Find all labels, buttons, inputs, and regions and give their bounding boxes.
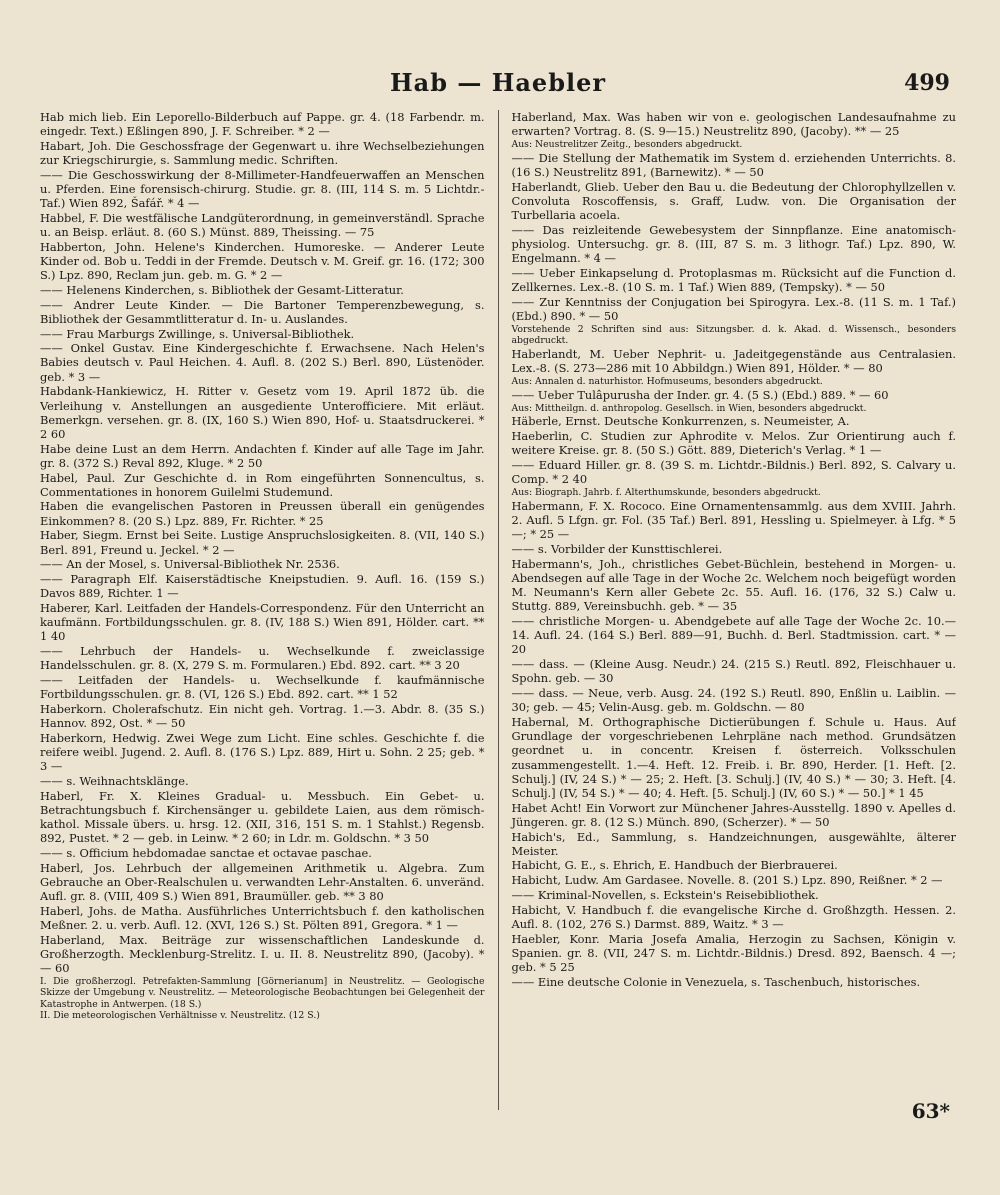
- bibliography-entry: Habel, Paul. Zur Geschichte d. in Rom eingeführten Sonnencultus, s. Commentationes in honorem Guilelmi Studemund.: [40, 470, 485, 499]
- bibliography-entry: —— Onkel Gustav. Eine Kindergeschichte f. Erwachsene. Nach Helen's Babies deutsch v. Paul Heichen. 4. Aufl. 8. (202 S.) Berl. 890, Lüstenöder. geb. * 3 —: [40, 341, 485, 384]
- entry-note: Aus: Neustrelitzer Zeitg., besonders abgedruckt.: [511, 138, 743, 150]
- bibliography-entry: Haberl, Jos. Lehrbuch der allgemeinen Arithmetik u. Algebra. Zum Gebrauche an Ober-Realschulen u. verwandten Lehr-Anstalten. 6. unveränd. Aufl. gr. 8. (VIII, 409 S.) Wien 891, Braumüller. geb. ** 3 80: [40, 860, 485, 903]
- bibliography-entry: Habbel, F. Die westfälische Landgüterordnung, in gemeinverständl. Sprache u. an Beisp. erläut. 8. (60 S.) Münst. 889, Theissing. — 75: [40, 210, 485, 240]
- entry-note: I. Die großherzogl. Petrefakten-Sammlung [Görnerianum] in Neustrelitz. — Geologische Skizze der Umgebung v. Neustrelitz. — Meteorologische Beobachtungen bei Gelegenheit der Katastrophe in Antwerpen. (18 S.): [40, 975, 485, 1010]
- bibliography-entry: Haberkorn, Hedwig. Zwei Wege zum Licht. Eine schles. Geschichte f. die reifere weibl. Jugend. 2. Aufl. 8. (176 S.) Lpz. 889, Hirt u. Sohn. 2 25; geb. * 3 —: [40, 730, 485, 774]
- running-head: Hab — Haebler: [389, 68, 607, 97]
- bibliography-entry: —— An der Mosel, s. Universal-Bibliothek Nr. 2536.: [40, 557, 340, 572]
- bibliography-entry: Habermann's, Joh., christliches Gebet-Büchlein, bestehend in Morgen- u. Abendsegen auf alle Tage in der Woche 2c. Welchem noch beigefügt worden M. Neumann's Kern aller Gebete 2c. 55. Aufl. 16. (176, 32 S.) Calw u. Stuttg. 889, Vereinsbuchh. geb. * — 35: [511, 556, 956, 614]
- bibliography-entry: —— Lehrbuch der Handels- u. Wechselkunde f. zweiclassige Handelsschulen. gr. 8. (X, 279 S. m. Formularen.) Ebd. 892. cart. ** 3 20: [40, 644, 485, 673]
- bibliography-entry: Habicht, Ludw. Am Gardasee. Novelle. 8. (201 S.) Lpz. 890, Reißner. * 2 —: [511, 873, 943, 888]
- bibliography-entry: —— Das reizleitende Gewebesystem der Sinnpflanze. Eine anatomisch-physiolog. Untersuchg. gr. 8. (III, 87 S. m. 3 lithogr. Taf.) Lpz. 890, W. Engelmann. * 4 —: [511, 222, 956, 266]
- bibliography-entry: Haberlandt, Glieb. Ueber den Bau u. die Bedeutung der Chlorophyllzellen v. Convoluta Roscoffensis, s. Graff, Ludw. von. Die Organisation der Turbellaria acoela.: [511, 179, 956, 223]
- bibliography-entry: Haebler, Konr. Maria Josefa Amalia, Herzogin zu Sachsen, Königin v. Spanien. gr. 8. (VII, 247 S. m. Lichtdr.-Bildnis.) Dresd. 892, Baensch. 4 —; geb. * 5 25: [511, 931, 956, 974]
- bibliography-entry: —— Ueber Tulâpurusha der Inder. gr. 4. (5 S.) (Ebd.) 889. * — 60: [511, 387, 889, 402]
- two-column-body: [40, 110, 956, 1110]
- bibliography-entry: Haberer, Karl. Leitfaden der Handels-Correspondenz. Für den Unterricht an kaufmänn. Fortbildungsschulen. gr. 8. (IV, 188 S.) Wien 891, Hölder. cart. ** 1 40: [40, 600, 485, 644]
- bibliography-entry: —— Eduard Hiller. gr. 8. (39 S. m. Lichtdr.-Bildnis.) Berl. 892, S. Calvary u. Comp. * 2 40: [511, 458, 956, 487]
- bibliography-entry: Haberland, Max. Was haben wir von e. geologischen Landesaufnahme zu erwarten? Vortrag. 8. (S. 9—15.) Neustrelitz 890, (Jacoby). ** — 25: [511, 110, 956, 139]
- bibliography-entry: Habernal, M. Orthographische Dictierübungen f. Schule u. Haus. Auf Grundlage der vorgeschriebenen Lehrpläne nach method. Grundsätzen geordnet u. in concentr. Kreisen f. österreich. Volksschulen zusammengestellt. 1.—4. Heft. 12. Freib. i. Br. 890, Herder. [1. Heft. [2. Schulj.] (IV, 24 S.) * — 25; 2. Heft. [3. Schulj.] (IV, 40 S.) * — 30; 3. Heft. [4. Schulj.] (IV, 54 S.) * — 40; 4. Heft. [5. Schulj.] (IV, 60 S.) * — 50.] * 1 45: [511, 714, 956, 800]
- bibliography-entry: Habich's, Ed., Sammlung, s. Handzeichnungen, ausgewählte, älterer Meister.: [511, 829, 956, 858]
- bibliography-entry: Haeberlin, C. Studien zur Aphrodite v. Melos. Zur Orientirung auch f. weitere Kreise. gr. 8. (50 S.) Gött. 889, Dieterich's Verlag. * 1 —: [511, 429, 956, 458]
- bibliography-entry: —— Zur Kenntniss der Conjugation bei Spirogyra. Lex.-8. (11 S. m. 1 Taf.) (Ebd.) 890. * — 50: [511, 294, 956, 324]
- bibliography-entry: Haberlandt, M. Ueber Nephrit- u. Jadeitgegenstände aus Centralasien. Lex.-8. (S. 273—286 mit 10 Abbildgn.) Wien 891, Hölder. * — 80: [511, 347, 956, 376]
- bibliography-entry: Habdank-Hankiewicz, H. Ritter v. Gesetz vom 19. April 1872 üb. die Verleihung v. Anstellungen an ausgediente Unterofficiere. Mit erläut. Bemerkgn. versehen. gr. 8. (IX, 160 S.) Wien 890, Hof- u. Staatsdruckerei. * 2 60: [40, 384, 485, 441]
- bibliography-entry: —— dass. — Neue, verb. Ausg. 24. (192 S.) Reutl. 890, Enßlin u. Laiblin. — 30; geb. — 45; Velin-Ausg. geb. m. Goldschn. — 80: [511, 686, 956, 715]
- bibliography-entry: —— s. Vorbilder der Kunsttischlerei.: [511, 542, 723, 557]
- bibliography-entry: Haber, Siegm. Ernst bei Seite. Lustige Anspruchslosigkeiten. 8. (VII, 140 S.) Berl. 891, Freund u. Jeckel. * 2 —: [40, 528, 485, 557]
- entry-note: II. Die meteorologischen Verhältnisse v. Neustrelitz. (12 S.): [40, 1010, 320, 1022]
- bibliography-entry: —— Frau Marburgs Zwillinge, s. Universal-Bibliothek.: [40, 326, 355, 341]
- page-number: 499: [904, 70, 950, 96]
- bibliography-entry: Hab mich lieb. Ein Leporello-Bilderbuch auf Pappe. gr. 4. (18 Farbendr. m. eingedr. Text.) Eßlingen 890, J. F. Schreiber. * 2 —: [40, 110, 485, 139]
- bibliography-entry: Habermann, F. X. Rococo. Eine Ornamentensammlg. aus dem XVIII. Jahrh. 2. Aufl. 5 Lfgn. gr. Fol. (35 Taf.) Berl. 891, Hessling u. Spielmeyer. à Lfg. * 5 —; * 25 —: [511, 498, 956, 542]
- bibliography-entry: —— dass. — (Kleine Ausg. Neudr.) 24. (215 S.) Reutl. 892, Fleischhauer u. Spohn. geb. — 30: [511, 657, 956, 686]
- bibliography-entry: Haberland, Max. Beiträge zur wissenschaftlichen Landeskunde d. Großherzogth. Mecklenburg-Strelitz. I. u. II. 8. Neustrelitz 890, (Jacoby). * — 60: [40, 932, 485, 975]
- entry-note: Aus: Annalen d. naturhistor. Hofmuseums, besonders abgedruckt.: [511, 375, 823, 387]
- bibliography-entry: Habe deine Lust an dem Herrn. Andachten f. Kinder auf alle Tage im Jahr. gr. 8. (372 S.) Reval 892, Kluge. * 2 50: [40, 441, 485, 470]
- bibliography-entry: Häberle, Ernst. Deutsche Konkurrenzen, s. Neumeister, A.: [511, 414, 850, 429]
- entry-note: Aus: Biograph. Jahrb. f. Alterthumskunde, besonders abgedruckt.: [511, 487, 821, 498]
- bibliography-entry: Habicht, V. Handbuch f. die evangelische Kirche d. Großhzgth. Hessen. 2. Aufl. 8. (102, 276 S.) Darmst. 889, Waitz. * 3 —: [511, 902, 956, 931]
- entry-note: Vorstehende 2 Schriften sind aus: Sitzungsber. d. k. Akad. d. Wissensch., besonders abgedruckt.: [511, 323, 956, 347]
- bibliography-entry: —— Ueber Einkapselung d. Protoplasmas m. Rücksicht auf die Function d. Zellkernes. Lex.-8. (10 S. m. 1 Taf.) Wien 889, (Tempsky). * — 50: [511, 265, 956, 295]
- bibliography-entry: —— Die Stellung der Mathematik im System d. erziehenden Unterrichts. 8. (16 S.) Neustrelitz 891, (Barnewitz). * — 50: [511, 150, 956, 180]
- bibliography-entry: Habberton, John. Helene's Kinderchen. Humoreske. — Anderer Leute Kinder od. Bob u. Teddi in der Fremde. Deutsch v. M. Greif. gr. 16. (172; 300 S.) Lpz. 890, Reclam jun. geb. m. G. * 2 —: [40, 239, 485, 283]
- bibliography-entry: —— s. Weihnachtsklänge.: [40, 773, 189, 788]
- bibliography-entry: —— Die Geschosswirkung der 8-Millimeter-Handfeuerwaffen an Menschen u. Pferden. Eine forensisch-chirurg. Studie. gr. 8. (III, 114 S. m. 5 Lichtdr.-Taf.) Wien 892, Šafář. * 4 —: [40, 167, 485, 211]
- bibliography-entry: —— Paragraph Elf. Kaiserstädtische Kneipstudien. 9. Aufl. 16. (159 S.) Davos 889, Richter. 1 —: [40, 572, 485, 601]
- bibliography-entry: —— Andrer Leute Kinder. — Die Bartoner Temperenzbewegung, s. Bibliothek der Gesammtlitteratur d. In- u. Auslandes.: [40, 297, 485, 326]
- left-column: [40, 110, 498, 1110]
- bibliography-entry: Haberl, Johs. de Matha. Ausführliches Unterrichtsbuch f. den katholischen Meßner. 2. u. verb. Aufl. 12. (XVI, 126 S.) St. Pölten 891, Gregora. * 1 —: [40, 903, 485, 932]
- bibliography-entry: —— s. Officium hebdomadae sanctae et octavae paschae.: [40, 845, 372, 860]
- bibliography-entry: Habicht, G. E., s. Ehrich, E. Handbuch der Bierbrauerei.: [511, 858, 838, 873]
- page-header: [40, 64, 956, 110]
- signature-mark: 63*: [911, 1099, 950, 1123]
- bibliography-entry: Habet Acht! Ein Vorwort zur Münchener Jahres-Ausstellg. 1890 v. Apelles d. Jüngeren. gr. 8. (12 S.) Münch. 890, (Scherzer). * — 50: [511, 800, 956, 829]
- bibliography-entry: —— Helenens Kinderchen, s. Bibliothek der Gesamt-Litteratur.: [40, 282, 404, 297]
- right-column: [498, 110, 956, 1110]
- bibliography-entry: Haberkorn. Cholerafschutz. Ein nicht geh. Vortrag. 1.—3. Abdr. 8. (35 S.) Hannov. 892, Ost. * — 50: [40, 701, 485, 731]
- bibliography-entry: —— Eine deutsche Colonie in Venezuela, s. Taschenbuch, historisches.: [511, 974, 921, 989]
- bibliography-entry: —— Kriminal-Novellen, s. Eckstein's Reisebibliothek.: [511, 887, 819, 902]
- bibliography-entry: Haberl, Fr. X. Kleines Gradual- u. Messbuch. Ein Gebet- u. Betrachtungsbuch f. Kirchensänger u. gebildete Laien, aus dem römisch-kathol. Missale übers. u. hrsg. 12. (XII, 316, 151 S. m. 1 Stahlst.) Regensb. 892, Pustet. * 2 — geb. in Leinw. * 2 60; in Ldr. m. Goldschn. * 3 50: [40, 788, 485, 846]
- bibliography-entry: —— christliche Morgen- u. Abendgebete auf alle Tage der Woche 2c. 10.—14. Aufl. 24. (164 S.) Berl. 889—91, Buchh. d. Berl. Stadtmission. cart. * — 20: [511, 614, 956, 657]
- bibliography-entry: Haben die evangelischen Pastoren in Preussen überall ein genügendes Einkommen? 8. (20 S.) Lpz. 889, Fr. Richter. * 25: [40, 499, 485, 528]
- bibliography-entry: Habart, Joh. Die Geschossfrage der Gegenwart u. ihre Wechselbeziehungen zur Kriegschirurgie, s. Sammlung medic. Schriften.: [40, 138, 485, 168]
- bibliography-entry: —— Leitfaden der Handels- u. Wechselkunde f. kaufmännische Fortbildungsschulen. gr. 8. (VI, 126 S.) Ebd. 892. cart. ** 1 52: [40, 672, 485, 702]
- entry-note: Aus: Mittheilgn. d. anthropolog. Gesellsch. in Wien, besonders abgedruckt.: [511, 402, 867, 414]
